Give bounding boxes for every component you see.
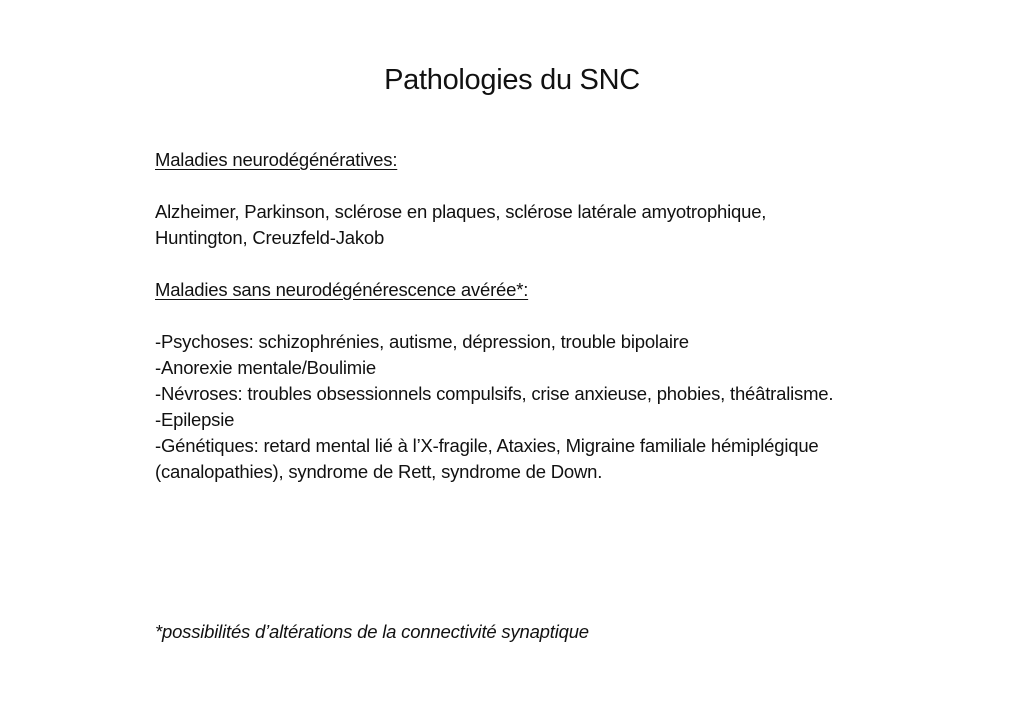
neurodegenerative-list-line: Huntington, Creuzfeld-Jakob xyxy=(155,227,385,248)
non-neurodegenerative-list xyxy=(155,329,955,485)
list-item: -Epilepsie xyxy=(155,409,235,430)
section-heading-non-neurodegenerative: Maladies sans neurodégénérescence avérée*: xyxy=(155,279,529,300)
list-item: -Anorexie mentale/Boulimie xyxy=(155,357,377,378)
list-item: -Génétiques: retard mental lié à l’X-fragile, Ataxies, Migraine familiale hémiplégique xyxy=(155,435,819,456)
spacer xyxy=(155,173,955,199)
list-item: (canalopathies), syndrome de Rett, syndrome de Down. xyxy=(155,461,603,482)
spacer xyxy=(155,303,955,329)
section-heading-neurodegenerative: Maladies neurodégénératives: xyxy=(155,149,398,170)
slide-title: Pathologies du SNC xyxy=(384,64,640,96)
footnote: *possibilités d’altérations de la connectivité synaptique xyxy=(155,621,589,642)
list-item: -Psychoses: schizophrénies, autisme, dépression, trouble bipolaire xyxy=(155,331,689,352)
spacer xyxy=(155,251,955,277)
list-item: -Névroses: troubles obsessionnels compulsifs, crise anxieuse, phobies, théâtralisme. xyxy=(155,383,834,404)
neurodegenerative-list-line: Alzheimer, Parkinson, sclérose en plaques, sclérose latérale amyotrophique, xyxy=(155,201,767,222)
slide-body xyxy=(155,147,955,485)
